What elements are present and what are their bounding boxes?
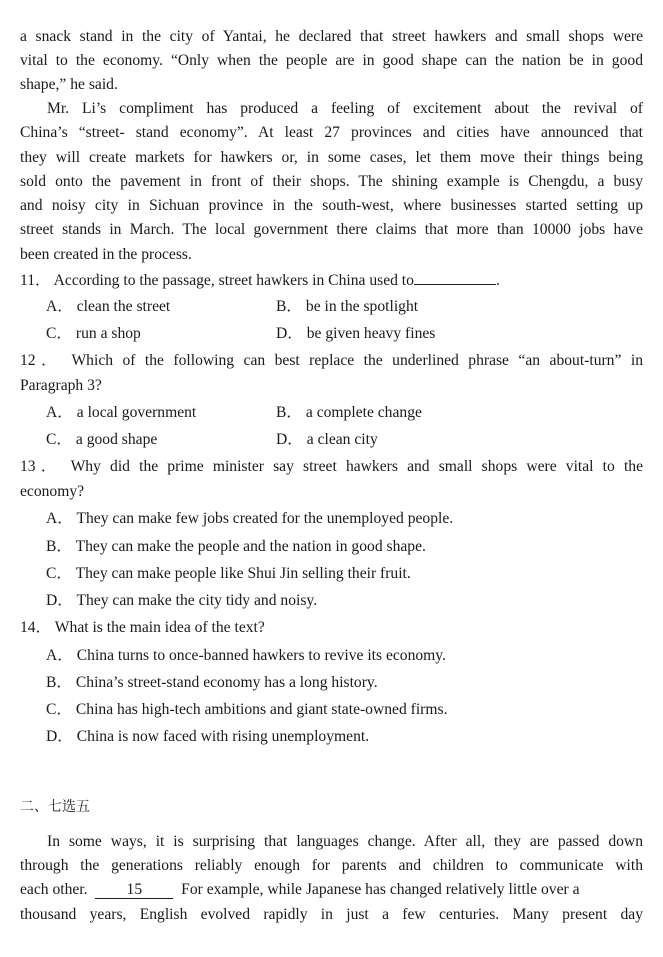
section2-line: thousand years, English evolved rapidly in just a few centuries. Many present day	[20, 906, 643, 923]
section2-line: In some ways, it is surprising that languages change. After all, they are passed down	[47, 833, 643, 850]
question-13-stem: 13． Why did the prime minister say street hawkers and small shops were vital to the	[20, 458, 643, 475]
question-stem-text: 11． According to the passage, street hawkers in China used to	[20, 272, 414, 289]
q12-option-b: B． a complete change	[276, 404, 422, 421]
passage-line: been created in the process.	[20, 246, 192, 263]
question-12-stem: 12． Which of the following can best replace the underlined phrase “an about-turn” in	[20, 352, 643, 369]
q14-option-b: B． China’s street-stand economy has a long history.	[46, 674, 378, 691]
q12-option-d: D． a clean city	[276, 431, 378, 448]
passage-line: vital to the economy. “Only when the people are in good shape can the nation be in good	[20, 52, 643, 69]
q14-option-c: C． China has high-tech ambitions and giant state-owned firms.	[46, 701, 448, 718]
section2-text: each other.	[20, 881, 88, 898]
q13-option-b: B． They can make the people and the nation in good shape.	[46, 538, 426, 555]
passage-line: and noisy city in Sichuan province in the south-west, where businesses started setting up	[20, 197, 643, 214]
q12-option-a: A． a local government	[46, 404, 197, 421]
question-13-stem-cont: economy?	[20, 483, 85, 500]
answer-blank-15: 15	[95, 882, 173, 899]
passage-line: shape,” he said.	[20, 76, 118, 93]
question-11-stem	[20, 270, 643, 291]
passage-line: street stands in March. The local government there claims that more than 10000 jobs have	[20, 221, 643, 238]
section2-text: For example, while Japanese has changed relatively little over a	[181, 881, 580, 898]
section2-line-with-blank	[20, 880, 643, 900]
passage-line: Mr. Li’s compliment has produced a feeling of excitement about the revival of	[47, 100, 643, 117]
section2-line: through the generations reliably enough for parents and children to communicate with	[20, 857, 643, 874]
passage-line: a snack stand in the city of Yantai, he declared that street hawkers and small shops were	[20, 28, 643, 45]
answer-blank	[414, 270, 496, 285]
q14-option-d: D． China is now faced with rising unemployment.	[46, 728, 370, 745]
q13-option-d: D． They can make the city tidy and noisy.	[46, 592, 318, 609]
q11-option-b: B． be in the spotlight	[276, 298, 419, 315]
question-14-stem: 14． What is the main idea of the text?	[20, 619, 265, 636]
q14-option-a: A． China turns to once-banned hawkers to revive its economy.	[46, 647, 446, 664]
passage-line: they will create markets for hawkers or, in some cases, let them move their things being	[20, 149, 643, 166]
q13-option-a: A． They can make few jobs created for the unemployed people.	[46, 510, 454, 527]
q13-option-c: C． They can make people like Shui Jin selling their fruit.	[46, 565, 411, 582]
passage-line: China’s “street- stand economy”. At least 27 provinces and cities have announced that	[20, 124, 643, 141]
q11-option-a: A． clean the street	[46, 298, 171, 315]
passage-line: sold onto the pavement in front of their shops. The shining example is Chengdu, a busy	[20, 173, 643, 190]
question-12-stem-cont: Paragraph 3?	[20, 377, 102, 394]
q12-option-c: C． a good shape	[46, 431, 158, 448]
stem-period: .	[495, 272, 500, 289]
section-heading: 二、七选五	[20, 799, 90, 815]
q11-option-c: C． run a shop	[46, 325, 141, 342]
q11-option-d: D． be given heavy fines	[276, 325, 436, 342]
